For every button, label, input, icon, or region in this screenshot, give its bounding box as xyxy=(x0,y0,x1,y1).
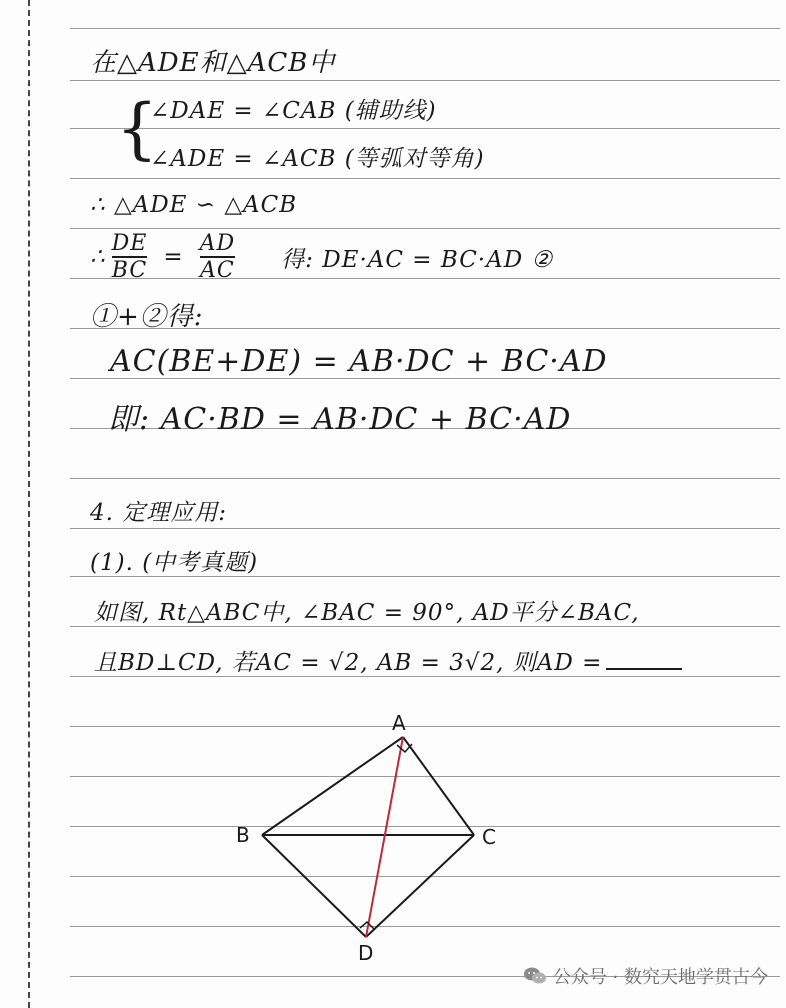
fraction-numerator: AD xyxy=(199,231,236,256)
fraction-denominator: AC xyxy=(200,258,235,284)
therefore-symbol: ∴ xyxy=(90,244,106,271)
watermark-text: 公众号 · 数究天地学贯古今 xyxy=(552,967,768,988)
note-similar: ∴ △ADE ∽ △ACB xyxy=(90,192,298,218)
segment-bd xyxy=(262,835,366,937)
system-brace: { xyxy=(116,90,158,167)
fraction-denominator: BC xyxy=(111,258,148,284)
problem-line-2-text: 且BD⊥CD, 若AC = √2, AB = 3√2, 则AD = xyxy=(94,650,603,676)
equals-sign: = xyxy=(163,244,184,271)
label-d: D xyxy=(358,941,374,965)
problem-line-1: 如图, Rt△ABC中, ∠BAC = 90°, AD平分∠BAC, xyxy=(94,600,640,626)
wechat-icon xyxy=(523,966,547,986)
label-c: C xyxy=(482,825,496,849)
fraction-numerator: DE xyxy=(111,231,148,256)
label-b: B xyxy=(236,823,250,847)
note-condition-1: ∠DAE = ∠CAB (辅助线) xyxy=(150,98,437,124)
segment-ac xyxy=(403,737,474,835)
note-sum: ①+②得: xyxy=(90,302,204,332)
note-result: 即: AC·BD = AB·DC + BC·AD xyxy=(108,402,572,437)
segment-ab xyxy=(262,737,403,835)
ratio-result: 得: DE·AC = BC·AD ② xyxy=(281,246,554,273)
note-expand: AC(BE+DE) = AB·DC + BC·AD xyxy=(110,344,608,379)
problem-tag: (1). (中考真题) xyxy=(90,550,259,576)
note-line-intro: 在△ADE和△ACB中 xyxy=(90,48,336,78)
section-heading: 4. 定理应用: xyxy=(90,500,228,526)
watermark xyxy=(523,963,768,989)
label-a: A xyxy=(392,711,406,735)
note-condition-2: ∠ADE = ∠ACB (等弧对等角) xyxy=(150,146,485,172)
